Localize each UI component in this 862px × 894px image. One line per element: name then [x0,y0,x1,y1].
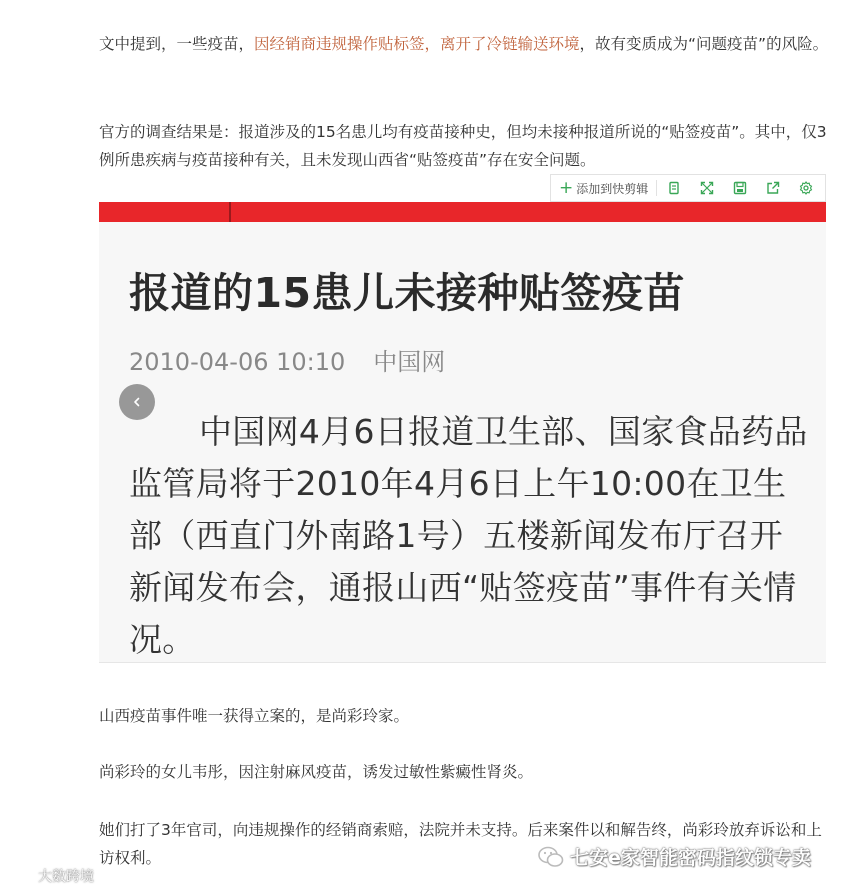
paragraph-intro [99,30,829,58]
paragraph-text: ，故有变质成为“问题疫苗”的风险。 [579,35,829,53]
red-bar-marker [229,202,231,222]
paragraph-case-filed: 山西疫苗事件唯一获得立案的，是尚彩玲家。 [99,707,410,725]
add-to-clip-button[interactable] [551,175,656,201]
watermark-logo-icon [6,868,36,886]
news-body [129,406,809,663]
wechat-icon [538,846,564,868]
watermark-right-text: 七安e家智能密码指纹锁专卖 [570,847,811,869]
plus-icon: + [559,177,574,198]
header-red-bar [99,202,826,222]
paragraph-text: 文中提到，一些疫苗， [99,35,255,53]
watermark-left-text: 大数跨境 [38,869,94,885]
news-source: 中国网 [373,348,446,376]
expand-icon[interactable] [690,175,723,201]
paragraph-lawsuit: 她们打了3年官司，向违规操作的经销商索赔，法院并未支持。后来案件以和解告终，尚彩玲放弃诉讼和上访权利。 [99,821,822,867]
save-icon[interactable] [723,175,756,201]
watermark-left [6,866,94,886]
chevron-left-icon [131,396,143,408]
copy-icon[interactable] [657,175,690,201]
news-screenshot-image [99,202,826,663]
news-body-text: 中国网4月6日报道卫生部、国家食品药品监管局将于2010年4月6日上午10:00在卫生部（西直门外南路1号）五楼新闻发布厅召开新闻发布会，通报山西“贴签疫苗”事件有关情况。 [129,412,808,659]
previous-image-button[interactable] [119,384,155,420]
paragraph-daughter: 尚彩玲的女儿韦彤，因注射麻风疫苗，诱发过敏性紫癜性肾炎。 [99,763,534,781]
image-toolbar [550,174,826,202]
settings-icon[interactable] [789,175,822,201]
add-to-clip-label: 添加到快剪辑 [576,181,649,196]
share-icon[interactable] [756,175,789,201]
news-meta [129,342,445,377]
highlighted-text: 因经销商违规操作贴标签，离开了冷链输送环境 [254,35,580,53]
news-headline: 报道的15患儿未接种贴签疫苗 [129,269,686,317]
paragraph-official-result: 官方的调查结果是：报道涉及的15名患儿均有疫苗接种史，但均未接种报道所说的“贴签疫苗”。其中，仅3例所患疾病与疫苗接种有关，且未发现山西省“贴签疫苗”存在安全问题。 [99,123,827,169]
news-date: 2010-04-06 10:10 [129,348,346,376]
watermark-right [538,843,811,870]
